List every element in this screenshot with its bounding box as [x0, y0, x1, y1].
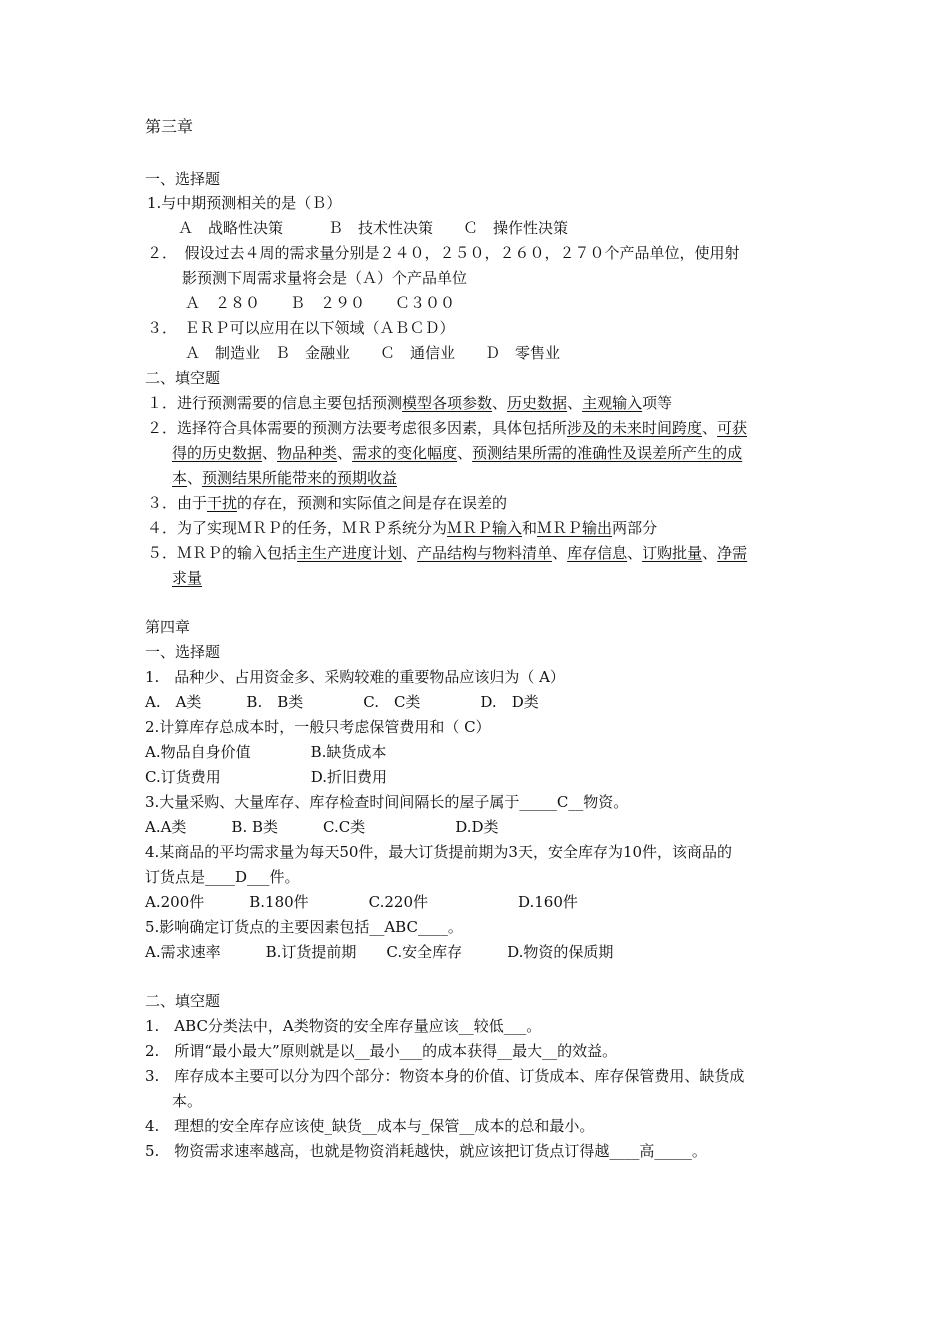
ch3-fill-4: ４．为了实现ＭＲＰ的任务，ＭＲＰ系统分为ＭＲＰ输入和ＭＲＰ输出两部分	[147, 519, 658, 537]
ch4-q2-options-2: C.订货费用 D.折旧费用	[145, 768, 387, 786]
ch4-q4-options: A.200件 B.180件 C.220件 D.160件	[145, 893, 578, 911]
ch4-fill-1: 1. ABC分类法中，A类物资的安全库存量应该__较低___。	[145, 1017, 542, 1035]
chapter3-title: 第三章	[145, 117, 194, 136]
ch3-fill-2-line1: ２．选择符合具体需要的预测方法要考虑很多因素，具体包括所涉及的未来时间跨度、可获	[147, 419, 748, 437]
ch3-q2-line1: ２． 假设过去４周的需求量分别是２４０，２５０，２６０，２７０个产品单位，使用射	[147, 244, 740, 262]
ch3-fill-5-line2: 求量	[172, 569, 203, 587]
ch4-section-choice: 一、选择题	[145, 643, 221, 661]
ch4-q4-line1: 4.某商品的平均需求量为每天50件，最大订货提前期为3天，安全库存为10件，该商品的	[145, 843, 733, 861]
ch3-q2-line2: 影预测下周需求量将会是（Ａ）个产品单位	[182, 269, 468, 287]
ch3-q1: 1.与中期预测相关的是（Ｂ）	[147, 194, 342, 212]
ch4-fill-5: 5. 物资需求速率越高，也就是物资消耗越快，就应该把订货点订得越____高_____。	[145, 1142, 707, 1160]
ch4-fill-3-line1: 3. 库存成本主要可以分为四个部分：物资本身的价值、订货成本、库存保管费用、缺货成	[145, 1067, 745, 1085]
ch4-fill-2: 2. 所谓“最小最大”原则就是以__最小___的成本获得__最大__的效益。	[145, 1042, 618, 1060]
ch3-fill-1: １．进行预测需要的信息主要包括预测模型各项参数、历史数据、主观输入项等	[147, 394, 673, 412]
ch3-fill-5-line1: ５．ＭＲＰ的输入包括主生产进度计划、产品结构与物料清单、库存信息、订购批量、净需	[147, 544, 748, 562]
ch4-q3: 3.大量采购、大量库存、库存检查时间间隔长的屋子属于_____C__物资。	[145, 793, 629, 811]
ch3-q3-options: Ａ 制造业 Ｂ 金融业 Ｃ 通信业 Ｄ 零售业	[185, 344, 561, 362]
ch4-q2-options-1: A.物品自身价值 B.缺货成本	[145, 743, 387, 761]
ch3-fill-2-line3: 本、预测结果所能带来的预期收益	[172, 469, 398, 487]
ch4-q1-options: A. A类 B. B类 C. C类 D. D类	[145, 693, 539, 711]
ch3-q3: ３． ＥＲＰ可以应用在以下领域（ＡＢＣＤ）	[147, 319, 455, 337]
ch4-q1: 1. 品种少、占用资金多、采购较难的重要物品应该归为（ A）	[145, 668, 565, 686]
ch4-fill-3-line2: 本。	[172, 1092, 203, 1110]
ch3-section-choice: 一、选择题	[145, 170, 221, 188]
ch4-q5-options: A.需求速率 B.订货提前期 C.安全库存 D.物资的保质期	[145, 943, 614, 961]
ch3-fill-3: ３．由于干扰的存在，预测和实际值之间是存在误差的	[147, 494, 508, 512]
ch4-q4-line2: 订货点是____D___件。	[145, 868, 300, 886]
ch4-section-fill: 二、填空题	[145, 992, 221, 1010]
ch4-q5: 5.影响确定订货点的主要因素包括__ABC____。	[145, 918, 463, 936]
chapter4-title: 第四章	[145, 618, 191, 636]
ch3-q2-options: Ａ ２８０ Ｂ ２９０ Ｃ３００	[185, 294, 456, 312]
ch3-section-fill: 二、填空题	[145, 369, 221, 387]
ch4-q3-options: A.A类 B. B类 C.C类 D.D类	[145, 818, 499, 836]
ch3-q1-options: Ａ 战略性决策 Ｂ 技术性决策 Ｃ 操作性决策	[178, 219, 569, 237]
ch3-fill-2-line2: 得的历史数据、物品种类、需求的变化幅度、预测结果所需的准确性及误差所产生的成	[172, 444, 743, 462]
ch4-q2: 2.计算库存总成本时，一般只考虑保管费用和（ C）	[145, 718, 491, 736]
ch4-fill-4: 4. 理想的安全库存应该使_缺货__成本与_保管__成本的总和最小。	[145, 1117, 595, 1135]
